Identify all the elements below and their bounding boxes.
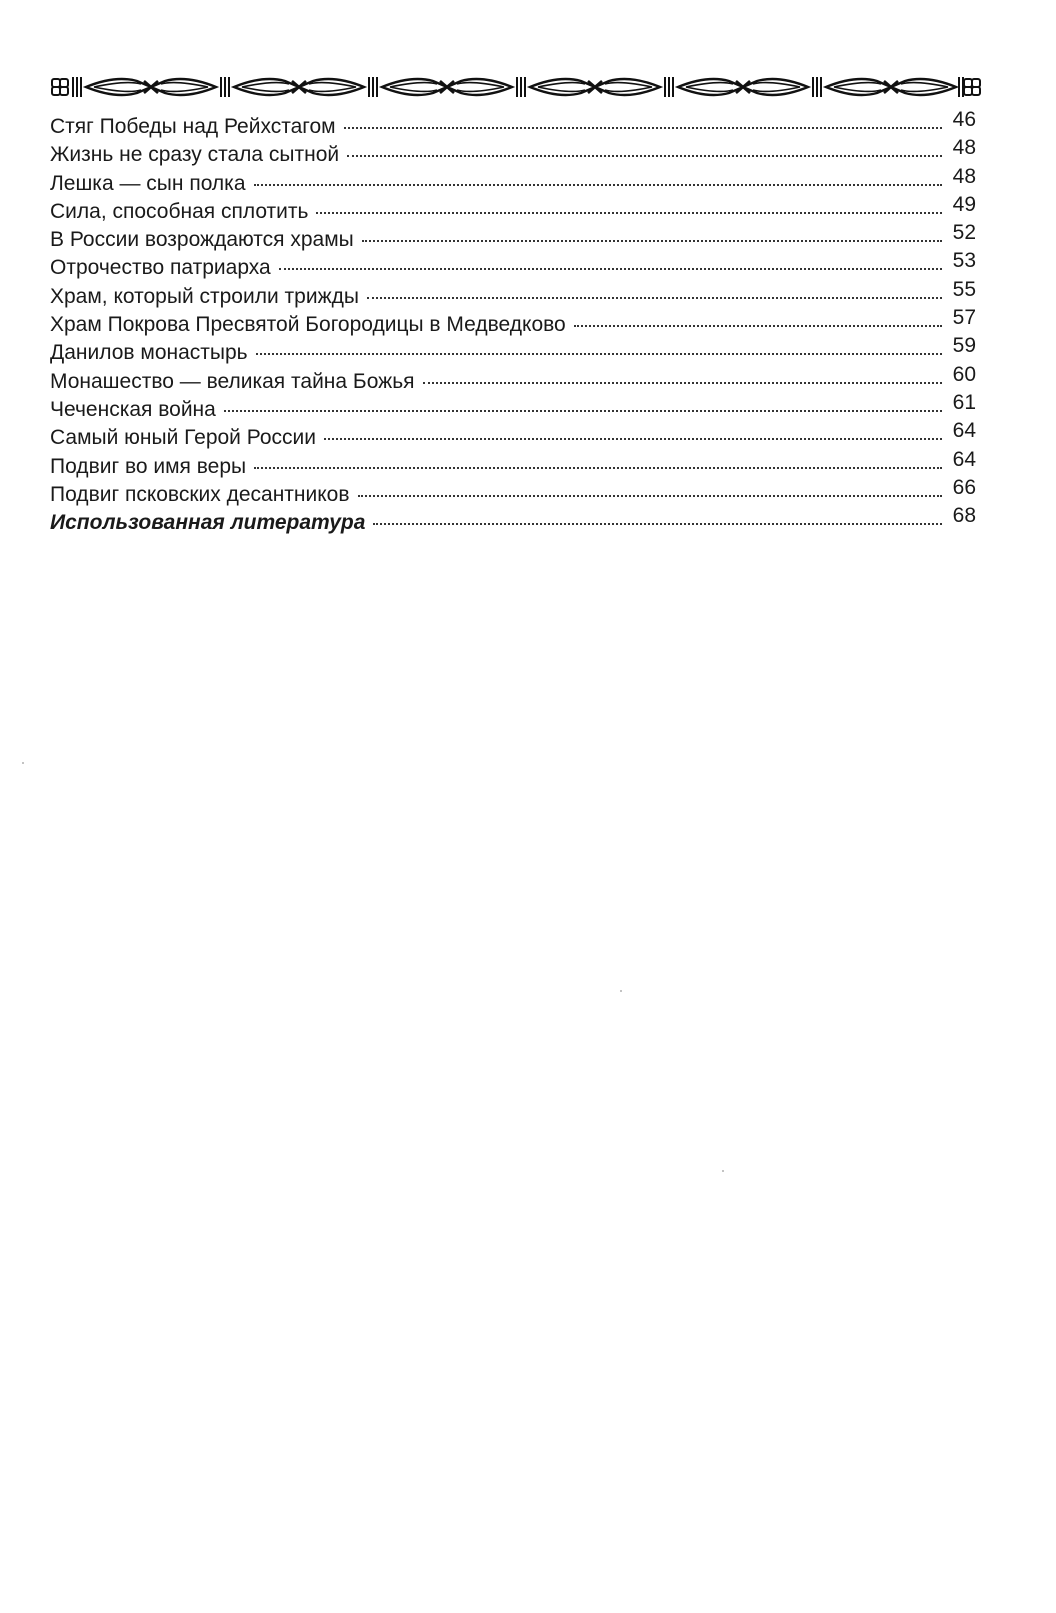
dot-leader: [254, 184, 942, 186]
toc-entry-title: В России возрождаются храмы: [50, 228, 354, 252]
dot-leader: [574, 325, 942, 327]
ornament-border-icon: [50, 72, 982, 102]
dot-leader: [423, 382, 942, 384]
toc-entry-title: Подвиг псковских десантников: [50, 482, 350, 506]
toc-entry: [50, 277, 976, 311]
dot-leader: [279, 268, 942, 270]
scan-speck: [620, 990, 622, 992]
toc-entry-page: 61: [952, 390, 976, 414]
toc-entry-title: Стяг Победы над Рейхстагом: [50, 115, 336, 138]
toc-entry-page: 55: [952, 277, 976, 301]
toc-entry-page: 59: [952, 334, 976, 358]
toc-entry: [50, 334, 976, 367]
dot-leader: [344, 127, 942, 129]
toc-entry-title: Подвиг во имя веры: [50, 454, 247, 478]
toc-entry-title: Самый юный Герой России: [50, 426, 316, 450]
toc-entry-page: 52: [952, 221, 976, 245]
dot-leader: [347, 155, 942, 157]
table-of-contents: [50, 108, 976, 537]
toc-entry-title: Отрочество патриарха: [50, 256, 271, 280]
toc-entry-title: Данилов монастырь: [50, 341, 248, 365]
toc-entry-page: 64: [952, 419, 976, 443]
dot-leader: [256, 353, 942, 355]
toc-entry-title: Храм Покрова Пресвятой Богородицы в Медведково: [50, 313, 566, 337]
toc-entry: [50, 221, 976, 254]
toc-entry: [50, 108, 976, 141]
toc-entry-page: 53: [952, 249, 976, 273]
toc-entry-title: Жизнь не сразу стала сытной: [50, 143, 340, 167]
scan-speck: [722, 1170, 724, 1172]
toc-entry: [50, 362, 976, 396]
toc-entry-page: 60: [952, 362, 976, 386]
toc-entry: [50, 164, 976, 198]
dot-leader: [358, 495, 942, 497]
toc-entry-title: Чеченская война: [50, 397, 216, 421]
toc-entry-title: Монашество — великая тайна Божья: [50, 369, 415, 393]
toc-entry-page: 48: [952, 136, 976, 160]
dot-leader: [362, 240, 942, 242]
toc-entry: [50, 419, 976, 452]
scan-speck: [22, 762, 24, 764]
toc-entry-page: 48: [952, 164, 976, 188]
dot-leader: [367, 297, 942, 299]
toc-entry: [50, 475, 976, 509]
toc-entry: [50, 390, 976, 424]
toc-entry: [50, 136, 976, 169]
toc-entry-page: 64: [952, 447, 976, 471]
toc-entry-title: Использованная литература: [50, 511, 366, 535]
toc-entry: [50, 192, 976, 226]
dot-leader: [254, 467, 942, 469]
toc-entry-page: 57: [952, 306, 976, 330]
toc-entry-title: Сила, способная сплотить: [50, 199, 309, 223]
toc-entry-bibliography: [50, 504, 976, 537]
toc-entry-page: 49: [952, 192, 976, 216]
toc-entry-page: 68: [952, 504, 976, 528]
toc-entry-page: 66: [952, 475, 976, 499]
toc-entry-title: Лешка — сын полка: [50, 171, 246, 195]
toc-entry-page: 46: [952, 108, 976, 131]
dot-leader: [324, 438, 942, 440]
dot-leader: [316, 212, 942, 214]
toc-entry-title: Храм, который строили трижды: [50, 284, 359, 308]
dot-leader: [373, 523, 942, 525]
dot-leader: [224, 410, 942, 412]
toc-entry: [50, 249, 976, 282]
toc-entry: [50, 306, 976, 339]
toc-entry: [50, 447, 976, 481]
